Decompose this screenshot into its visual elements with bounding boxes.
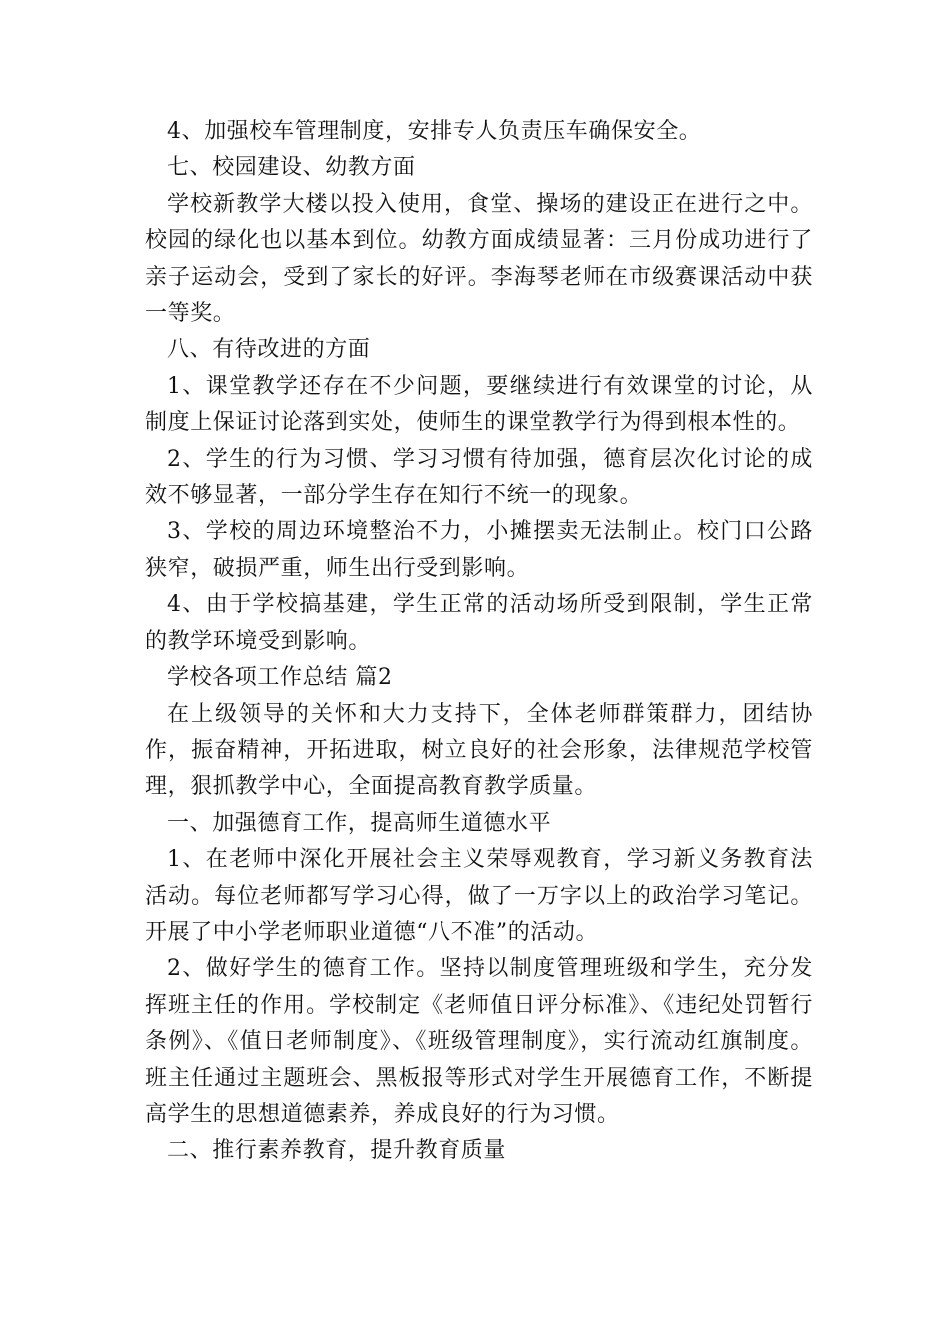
paragraph-improvement-1: 1、课堂教学还存在不少问题，要继续进行有效课堂的讨论，从制度上保证讨论落到实处，使师生的课堂教学行为得到根本性的。	[145, 373, 813, 436]
paragraph-campus-construction: 学校新教学大楼以投入使用，食堂、操场的建设正在进行之中。校园的绿化也以基本到位。幼教方面成绩显著：三月份成功进行了亲子运动会，受到了家长的好评。李海琴老师在市级赛课活动中获一等奖。	[145, 191, 813, 327]
document-body	[145, 114, 813, 1170]
section-heading-moral-education: 一、加强德育工作，提高师生道德水平	[167, 810, 552, 836]
paragraph-moral-2: 2、做好学生的德育工作。坚持以制度管理班级和学生，充分发挥班主任的作用。学校制定《老师值日评分标准》、《违纪处罚暂行条例》、《值日老师制度》、《班级管理制度》，实行流动红旗制度。班主任通过主题班会、黑板报等形式对学生开展德育工作，不断提高学生的思想道德素养，养成良好的行为习惯。	[145, 956, 813, 1127]
paragraph-improvement-4: 4、由于学校搞基建，学生正常的活动场所受到限制，学生正常的教学环境受到影响。	[145, 592, 813, 654]
section-heading-quality-education: 二、推行素养教育，提升教育质量	[167, 1138, 507, 1164]
paragraph-improvement-3: 3、学校的周边环境整治不力，小摊摆卖无法制止。校门口公路狭窄，破损严重，师生出行受到影响。	[145, 519, 813, 581]
section-heading-campus-construction: 七、校园建设、幼教方面	[167, 155, 416, 181]
paragraph-school-bus: 4、加强校车管理制度，安排专人负责压车确保安全。	[167, 119, 702, 144]
article-title-part-2: 学校各项工作总结 篇2	[167, 665, 393, 691]
section-heading-improvements: 八、有待改进的方面	[167, 337, 371, 363]
paragraph-moral-1: 1、在老师中深化开展社会主义荣辱观教育，学习新义务教育法活动。每位老师都写学习心得，做了一万字以上的政治学习笔记。开展了中小学老师职业道德“八不准”的活动。	[145, 847, 813, 945]
paragraph-intro: 在上级领导的关怀和大力支持下，全体老师群策群力，团结协作，振奋精神，开拓进取，树立良好的社会形象，法律规范学校管理，狠抓教学中心，全面提高教育教学质量。	[145, 701, 813, 800]
paragraph-improvement-2: 2、学生的行为习惯、学习习惯有待加强，德育层次化讨论的成效不够显著，一部分学生存在知行不统一的现象。	[145, 446, 813, 509]
